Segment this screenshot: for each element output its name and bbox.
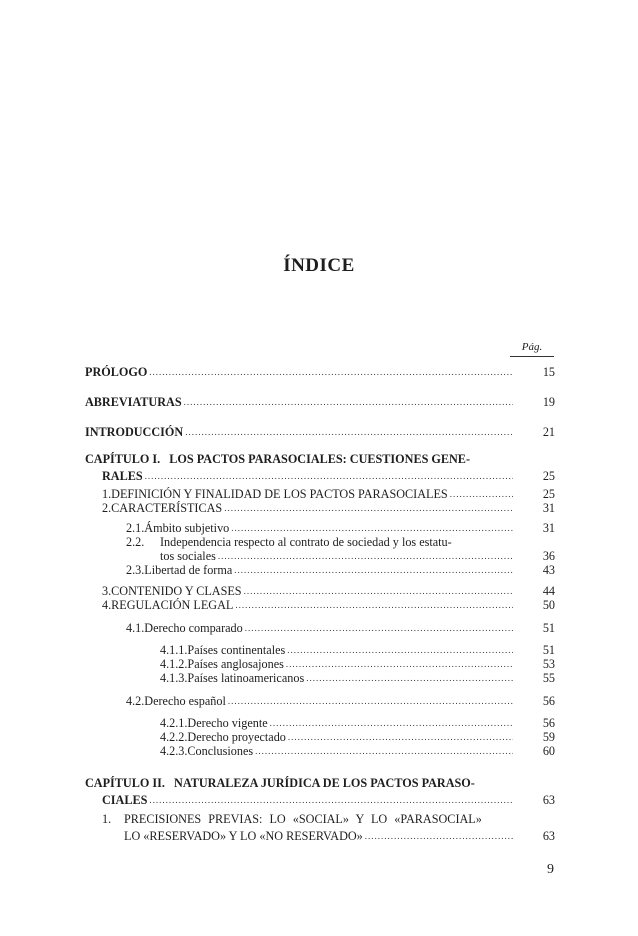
leader-dots (145, 469, 513, 483)
leader-dots (255, 744, 513, 758)
leader-dots (184, 395, 513, 409)
toc-number: 2. (102, 501, 112, 515)
toc-label-continued: CIALES (102, 793, 148, 807)
leader-dots (231, 521, 513, 535)
page-column-rule (510, 356, 554, 357)
toc-number: 2.1. (126, 521, 145, 535)
toc-page: 25 (542, 487, 555, 501)
toc-entry-chapter-1[interactable] (85, 452, 555, 483)
leader-dots (288, 730, 513, 744)
toc-page: 59 (542, 730, 555, 744)
toc-page: 51 (542, 643, 555, 657)
leader-dots (450, 487, 513, 501)
toc-label-continued: RALES (102, 469, 143, 483)
toc-page: 31 (542, 521, 555, 535)
toc-number: 4.2.1. (160, 716, 188, 730)
toc-page: 53 (542, 657, 555, 671)
toc-label: Libertad de forma (144, 563, 233, 577)
toc-entry-2-2[interactable] (126, 535, 555, 563)
toc-entry-4-2[interactable] (126, 694, 555, 708)
toc-number: 2.2. (126, 535, 145, 549)
toc-entry-4-2-3[interactable] (160, 744, 555, 758)
toc-label: Derecho proyectado (187, 730, 286, 744)
toc-label: Países anglosajones (187, 657, 284, 671)
toc-number: 4.1.2. (160, 657, 188, 671)
toc-entry-prologo[interactable] (85, 365, 555, 379)
toc-entry-4-1-1[interactable] (160, 643, 555, 657)
leader-dots (228, 694, 513, 708)
toc-entry-4-2-1[interactable] (160, 716, 555, 730)
toc-page: 15 (542, 365, 555, 379)
leader-dots (235, 598, 513, 612)
toc-page: 36 (542, 549, 555, 563)
toc-label: Países continentales (187, 643, 286, 657)
toc-entry-3[interactable] (102, 584, 555, 598)
toc-entry-4-1-3[interactable] (160, 671, 555, 685)
toc-label: INTRODUCCIÓN (85, 425, 184, 439)
toc-page: 56 (542, 694, 555, 708)
toc-number: 4. (102, 598, 112, 612)
leader-dots (234, 563, 513, 577)
leader-dots (185, 425, 513, 439)
leader-dots (149, 365, 513, 379)
leader-dots (270, 716, 513, 730)
toc-entry-4-1[interactable] (126, 621, 555, 635)
toc-number: 4.2.2. (160, 730, 188, 744)
leader-dots (306, 671, 513, 685)
leader-dots (245, 621, 513, 635)
leader-dots (244, 584, 513, 598)
toc-number: 4.2.3. (160, 744, 188, 758)
toc-page: 60 (542, 744, 555, 758)
toc-page: 21 (542, 425, 555, 439)
toc-entry-2-3[interactable] (126, 563, 555, 577)
toc-page: 63 (542, 829, 555, 843)
toc-number: 4.1.1. (160, 643, 188, 657)
toc-page: 31 (542, 501, 555, 515)
toc-page: 63 (542, 793, 555, 807)
toc-entry-chapter-2[interactable] (85, 776, 555, 807)
toc-label: REGULACIÓN LEGAL (111, 598, 234, 612)
toc-label: Países latinoamericanos (187, 671, 305, 685)
leader-dots (287, 643, 513, 657)
toc-page: 56 (542, 716, 555, 730)
toc-number: 2.3. (126, 563, 145, 577)
toc-label-continued: tos sociales (160, 549, 216, 563)
leader-dots (224, 501, 513, 515)
leader-dots (286, 657, 513, 671)
toc-page: 44 (542, 584, 555, 598)
toc-label: Derecho comparado (144, 621, 243, 635)
toc-label: Independencia respecto al contrato de sociedad y los estatu- (160, 535, 452, 549)
toc-page: 50 (542, 598, 555, 612)
toc-label-continued: LO «RESERVADO» Y LO «NO RESERVADO» (124, 829, 363, 843)
toc-label: CARACTERÍSTICAS (111, 501, 223, 515)
toc-label: Ámbito subjetivo (144, 521, 230, 535)
page-title: ÍNDICE (283, 255, 355, 276)
toc-entry-c2-1[interactable] (102, 812, 555, 843)
toc-number: 1. (102, 812, 112, 826)
toc-entry-2-1[interactable] (126, 521, 555, 535)
toc-label: Derecho vigente (187, 716, 268, 730)
toc-label: PRÓLOGO (85, 365, 148, 379)
toc-label: Derecho español (144, 694, 226, 708)
toc-label: DEFINICIÓN Y FINALIDAD DE LOS PACTOS PARASOCIALES (111, 487, 448, 501)
leader-dots (218, 549, 513, 563)
toc-entry-1[interactable] (102, 487, 555, 501)
page-column-label: Pág. (521, 341, 543, 353)
toc-page: 43 (542, 563, 555, 577)
toc-page: 51 (542, 621, 555, 635)
toc-number: 3. (102, 584, 112, 598)
toc-entry-2[interactable] (102, 501, 555, 515)
toc-entry-4-1-2[interactable] (160, 657, 555, 671)
leader-dots (365, 829, 513, 843)
toc-label: CAPÍTULO II. NATURALEZA JURÍDICA DE LOS PACTOS PARASO- (85, 776, 475, 790)
toc-number: 4.2. (126, 694, 145, 708)
toc-page: 25 (542, 469, 555, 483)
toc-label: CAPÍTULO I. LOS PACTOS PARASOCIALES: CUESTIONES GENE- (85, 452, 470, 466)
toc-entry-4-2-2[interactable] (160, 730, 555, 744)
toc-label: PRECISIONES PREVIAS: LO «SOCIAL» Y LO «PARASOCIAL» (124, 812, 482, 826)
toc-entry-introduccion[interactable] (85, 425, 555, 439)
toc-number: 4.1. (126, 621, 145, 635)
toc-label: CONTENIDO Y CLASES (111, 584, 242, 598)
toc-label: Conclusiones (187, 744, 254, 758)
toc-number: 1. (102, 487, 112, 501)
toc-page: 55 (542, 671, 555, 685)
toc-label: ABREVIATURAS (85, 395, 182, 409)
page-number: 9 (547, 862, 554, 877)
toc-entry-4[interactable] (102, 598, 555, 612)
toc-page: 19 (542, 395, 555, 409)
leader-dots (149, 793, 513, 807)
toc-number: 4.1.3. (160, 671, 188, 685)
toc-entry-abreviaturas[interactable] (85, 395, 555, 409)
